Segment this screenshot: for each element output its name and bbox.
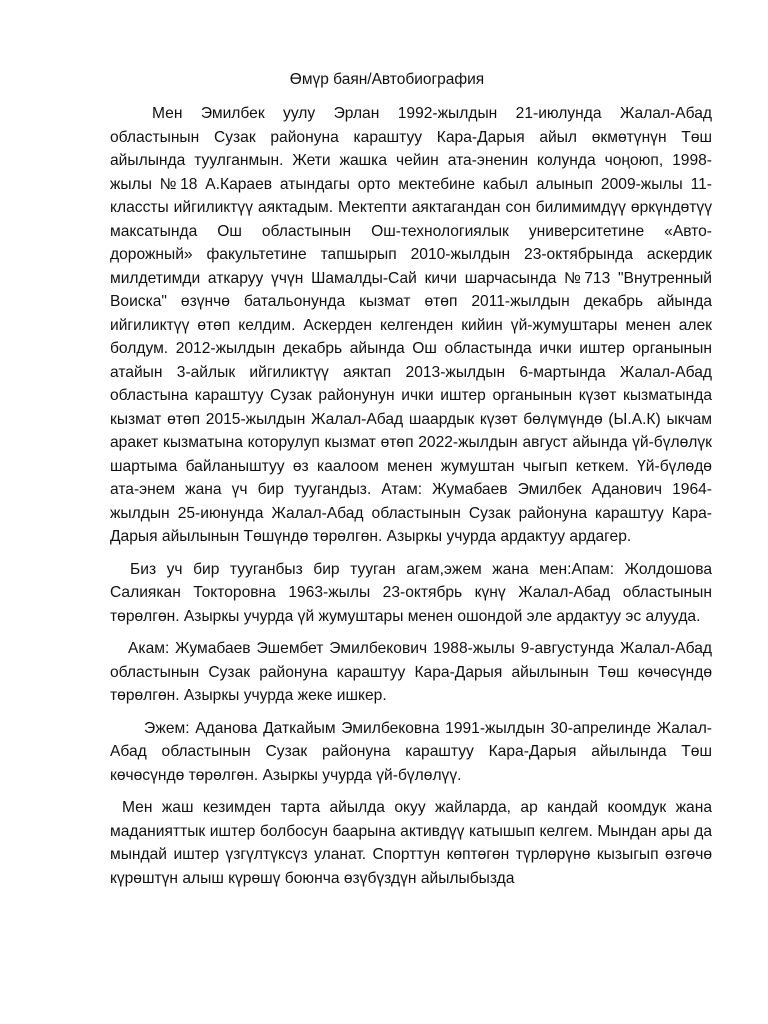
paragraph-sister: Эжем: Аданова Даткайым Эмилбековна 1991-жылдын 30-апрелинде Жалал-Абад областынын Сузак районуна караштуу Кара-Дарыя айылында Төш көчөсүндө төрөлгөн. Азыркы учурда үй-бүлөлүү. xyxy=(110,719,712,784)
paragraph-brother: Акам: Жумабаев Эшембет Эмилбекович 1988-жылы 9-августунда Жалал-Абад областынын Сузак районуна караштуу Кара-Дарыя айылынын Төш көчөсүндө төрөлгөн. Азыркы учурда жеке ишкер. xyxy=(110,640,712,704)
paragraph-activities: Мен жаш кезимден тарта айылда окуу жайларда, ар кандай коомдук жана маданияттык иштер болбосун баарына активдүү катышып келгем. Мындан ары да мындай иштер үзгүлтүксүз уланат. Спорттун көптөгөн түрлөрүнө кызыгып өзгөчө күрөштүн алыш күрөшү боюнча өзүбүздүн айылыбызда xyxy=(110,799,712,887)
document-body xyxy=(110,102,712,899)
paragraph-mother: Биз уч бир тууганбыз бир тууган агам,эжем жана мен:Апам: Жолдошова Салиякан Токторовна 1963-жылы 23-октябрь күнү Жалал-Абад областынын төрөлгөн. Азыркы учурда үй жумуштары менен ошондой эле ардактуу эс алууда. xyxy=(110,560,712,625)
paragraph-biography: Мен Эмилбек уулу Эрлан 1992-жылдын 21-июлунда Жалал-Абад областынын Сузак районуна караштуу Кара-Дарыя айыл өкмөтүнүн Төш айылында туулганмын. Жети жашка чейин ата-эненин колунда чоңоюп, 1998-жылы №18 А.Караев атындагы орто мектебине кабыл алынып 2009-жылы 11-классты ийгиликтүү аяктадым. Мектепти аяктагандан сон билимимдүү өркүндөтүү максатында Ош областынын Ош-технологиялык университетине «Авто-дорожный» факультетине тапшырып 2010-жылдын 23-октябрында аскердик милдетимди аткаруу үчүн Шамалды-Сай кичи шарчасында №713 "Внутренный Воиска" өзүнчө батальонунда кызмат өтөп 2011-жылдын декабрь айында ийгиликтүү өтөп келдим. Аскерден келгенден кийин үй-жумуштары менен алек болдум. 2012-жылдын декабрь айында Ош областында ички иштер органынын атайын 3-айлык ийгиликтүү аяктап 2013-жылдын 6-мартында Жалал-Абад областына караштуу Сузак районунун ички иштер органынын күзөт кызматында кызмат өтөп 2015-жылдын Жалал-Абад шаардык күзөт бөлүмүндө (Ы.А.К) ыкчам аракет кызматына которулуп кызмат өтөп 2022-жылдын август айында үй-бүлөлүк шартыма байланыштуу өз каалоом менен жумуштан чыгып кеткем. Үй-бүлөдө ата-энем жана үч бир туугандыз. Атам: Жумабаев Эмилбек Аданович 1964-жылдын 25-июнунда Жалал-Абад областынын Сузак районуна караштуу Кара-Дарыя айылынын Төшүндө төрөлгөн. Азыркы учурда ардактуу ардагер. xyxy=(110,105,712,545)
document-title: Өмүр баян/Автобиография xyxy=(289,71,485,88)
